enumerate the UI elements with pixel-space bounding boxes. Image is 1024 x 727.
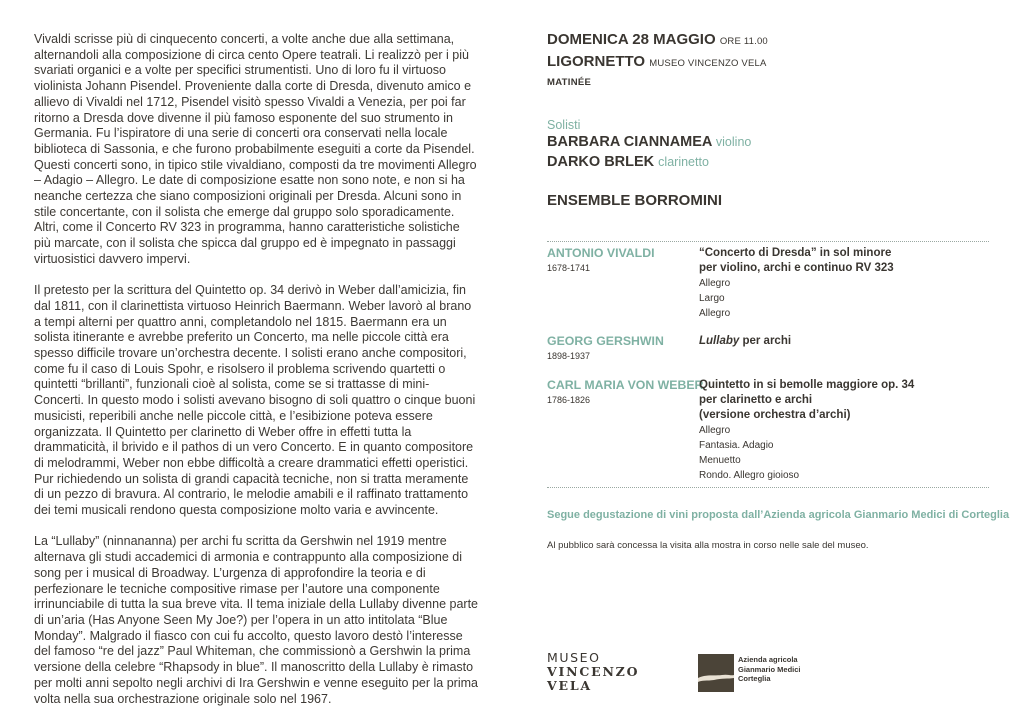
composer-name: CARL MARIA VON WEBER (547, 378, 704, 392)
work-title-line: per violino, archi e continuo RV 323 (699, 262, 894, 274)
museo-vela-logo (547, 651, 639, 693)
composer-dates: 1678-1741 (547, 263, 591, 273)
logo-line: Corteglia (738, 674, 771, 683)
landscape-icon (698, 654, 734, 692)
event-place: LIGORNETTO (547, 53, 646, 70)
tasting-note: Segue degustazione di vini proposta dall’Azienda agricola Gianmario Medici di Corteglia (547, 509, 1010, 521)
composer-dates: 1786-1826 (547, 395, 591, 405)
program-item-vivaldi (547, 246, 992, 326)
soloist-2 (547, 152, 992, 172)
azienda-logo (698, 654, 818, 694)
ensemble-name: ENSEMBLE BORROMINI (547, 192, 723, 209)
work (699, 378, 994, 483)
event-time: ORE 11.00 (719, 36, 768, 47)
logo-line: VELA (547, 678, 592, 693)
event-place-line (547, 52, 992, 74)
event-info (547, 30, 992, 209)
work (699, 334, 994, 349)
soloists-label: Solisti (547, 118, 581, 132)
work (699, 246, 994, 321)
logo-line: Azienda agricola (738, 655, 798, 664)
movement: Allegro (699, 308, 731, 319)
soloist-name: DARKO BRLEK (547, 154, 655, 170)
logo-line: VINCENZO (547, 664, 640, 679)
program-item-weber (547, 378, 992, 488)
work-title-line: Quintetto in si bemolle maggiore op. 34 (699, 379, 915, 391)
composer-name: ANTONIO VIVALDI (547, 246, 655, 260)
soloist-instrument: violino (715, 135, 752, 149)
composer-dates: 1898-1937 (547, 351, 591, 361)
divider-top (547, 241, 989, 242)
soloist-name: BARBARA CIANNAMEA (547, 134, 712, 150)
program-item-gershwin (547, 334, 992, 364)
movement: Rondo. Allegro gioioso (699, 470, 800, 481)
event-venue: MUSEO VINCENZO VELA (649, 58, 767, 69)
movement: Allegro (699, 278, 731, 289)
museum-notice: Al pubblico sarà concessa la visita alla mostra in corso nelle sale del museo. (547, 540, 869, 551)
logo-line: MUSEO (547, 650, 601, 665)
paragraph-weber: Il pretesto per la scrittura del Quintetto op. 34 derivò in Weber dall’amicizia, fin dal 1811, con il clarinettista virtuoso Heinrich Baermann. Weber lavorò al brano a tempi alterni per quattro anni, completandolo nel 1815. Baermann era un solista itinerante e avrebbe preferito un Concerto, ma nelle piccole città era spesso difficile trovare un’orchestra decente. I solisti erano anche compositori, come fu il caso di Louis Spohr, e risolsero il problema scrivendo quartetti o quintetti “brillanti”, funzionali cioè al solista, come se si trattasse di mini-Concerti. In questo modo i solisti avevano bisogno di soli quattro o cinque buoni musicisti, reperibili anche nelle piccole città, e l’esibizione poteva essere organizzata. Il Quintetto per clarinetto di Weber offre in effetti tutta la drammaticità, il brivido e il pathos di un vero Concerto. E in quanto compositore di melodrammi, Weber non ebbe difficoltà a creare drammatici effetti operistici. Pur richiedendo un solista di grandi capacità tecniche, non si tratta meramente di un pezzo di bravura. Al contrario, le melodie amabili e il raffinato trattamento dei temi musicali rendono questa composizione molto varia e avvincente. (34, 283, 476, 518)
paragraph-gershwin: La “Lullaby” (ninnananna) per archi fu scritta da Gershwin nel 1919 mentre alternava gli studi accademici di armonia e contrappunto alla composizione di song per i musical di Broadway. L’urgenza di approfondire la teoria e di perfezionare le tecniche compositive rimase per l’autore una componente irrinunciabile di tutta la sua breve vita. Il tema iniziale della Lullaby divenne parte di un’aria (Has Anyone Seen My Joe?) per l’opera in un atto intitolata “Blue Monday”. Malgrado il fiasco con cui fu accolto, questo lavoro destò l’interesse del famoso “re del jazz” Paul Whiteman, che commissionò a Gershwin la prima versione della celebre “Rhapsody in blue”. Il manoscritto della Lullaby è rimasto per molti anni sepolto negli archivi di Ira Gershwin e venne eseguito per la prima volta nella sua orchestrazione originale solo nel 1967. (34, 534, 479, 706)
soloist-1 (547, 132, 992, 152)
work-title-line (699, 334, 994, 349)
event-date-line (547, 30, 992, 52)
work-title-rest: per archi (739, 335, 792, 347)
essay-text (34, 32, 478, 723)
logo-line: Gianmario Medici (738, 664, 801, 674)
movement: Fantasia. Adagio (699, 440, 774, 451)
work-title-line: per clarinetto e archi (699, 394, 813, 406)
event-type: MATINÉE (547, 77, 592, 88)
composer-name: GEORG GERSHWIN (547, 334, 664, 348)
work-title-line: “Concerto di Dresda” in sol minore (699, 247, 892, 259)
work-title-line: (versione orchestra d’archi) (699, 409, 851, 421)
divider-bottom (547, 487, 989, 488)
azienda-text (738, 655, 801, 684)
movement: Allegro (699, 425, 731, 436)
movement: Largo (699, 293, 725, 304)
movement: Menuetto (699, 455, 741, 466)
work-title-italic: Lullaby (699, 335, 740, 347)
paragraph-vivaldi: Vivaldi scrisse più di cinquecento concerti, a volte anche due alla settimana, alternandoli alla composizione di circa cento Opere teatrali. Li realizzò per i più svariati organici e a volte per specifici strumentisti. Uno di loro fu il virtuoso violinista Johann Pisendel. Proveniente dalla corte di Dresda, divenuto amico e allievo di Vivaldi nel 1712, Pisendel visitò spesso Vivaldi a Venezia, per poi far ritorno a Dresda dove divenne il più famoso esponente del suo strumento in Germania. Fu l’ispiratore di una serie di concerti ora conservati nella locale biblioteca di Sassonia, e che furono probabilmente eseguiti a corte da Pisendel. Questi concerti sono, in tipico stile vivaldiano, composti da tre movimenti Allegro – Adagio – Allegro. Le date di composizione esatte non sono note, e non si ha neanche certezza che siano composizioni originali per Dresda. Alcuni sono in stile concertante, con il solista che emerge dal gruppo solo sporadicamente. Altri, come il Concerto RV 323 in programma, hanno caratteristiche solistiche più marcate, con il solista che spicca dal gruppo ed è impegnato in passaggi virtuosistici davvero impervi. (34, 32, 477, 266)
soloist-instrument: clarinetto (658, 155, 709, 169)
event-date: DOMENICA 28 MAGGIO (547, 31, 716, 48)
